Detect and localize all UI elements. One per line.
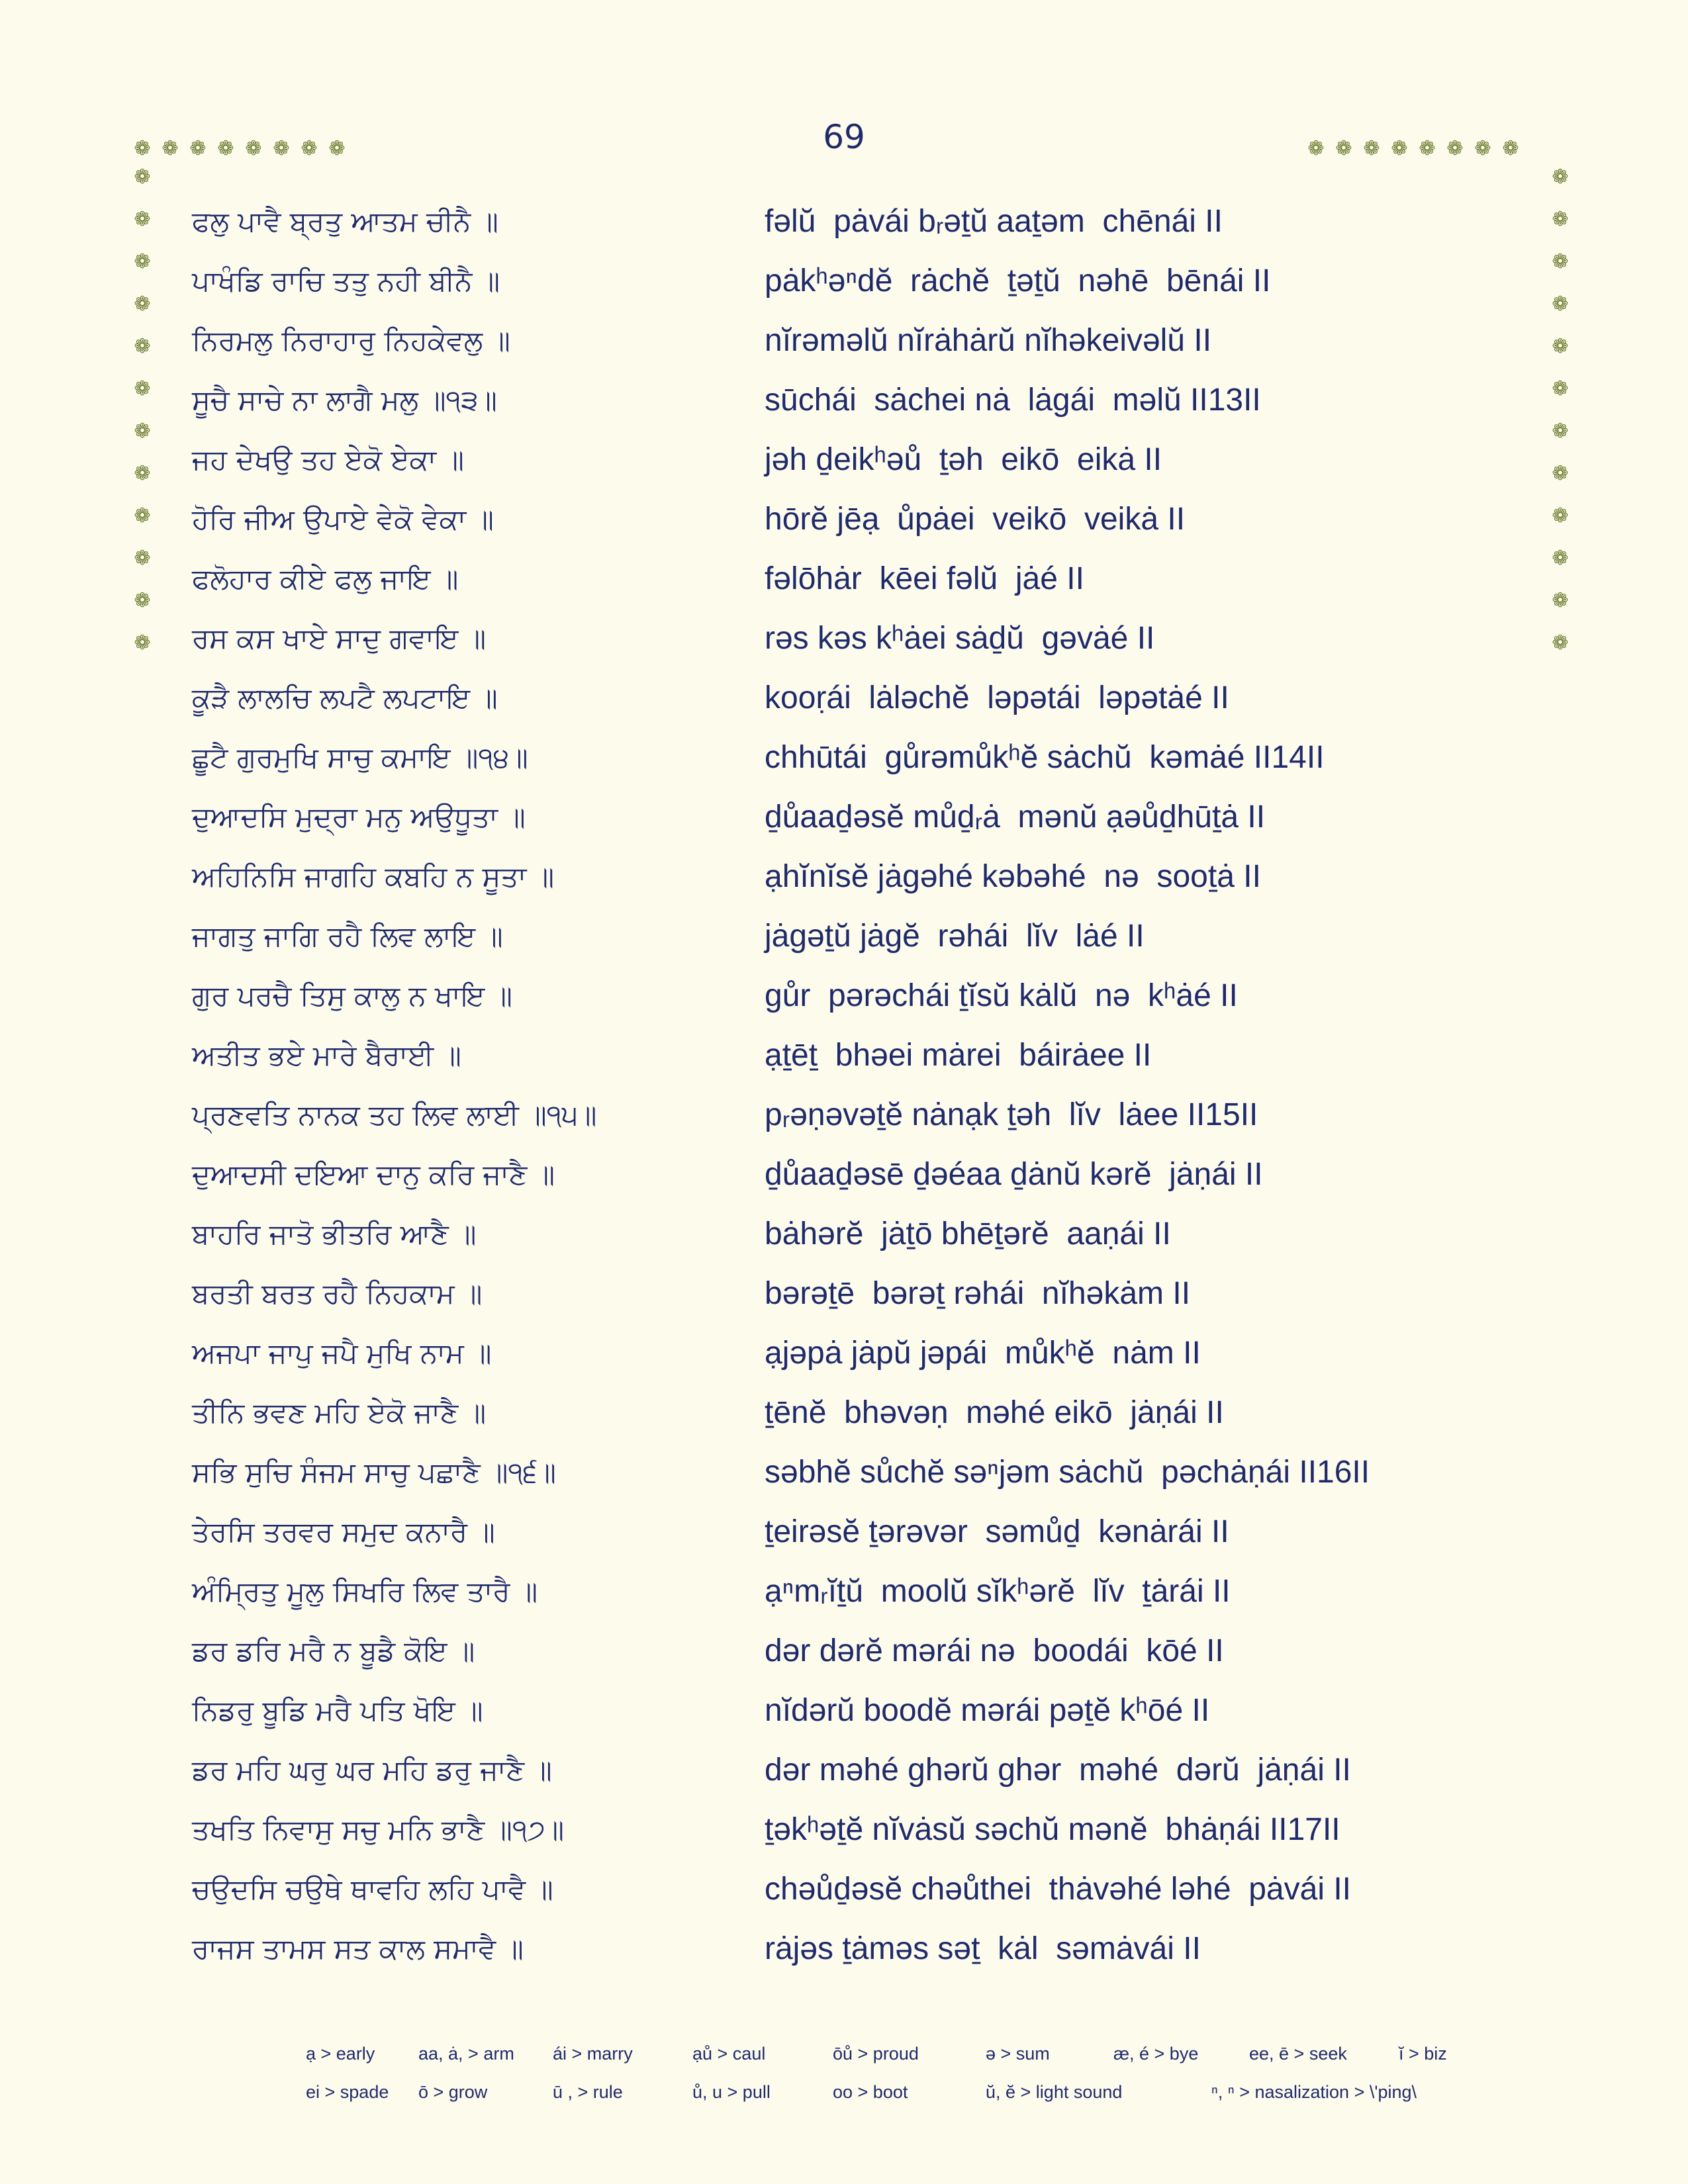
- flower-icon: ❁: [134, 462, 151, 485]
- gurmukhi-text: ਜਾਗਤੁ ਜਾਗਿ ਰਹੈ ਲਿਵ ਲਾਇ ॥: [192, 920, 503, 952]
- flower-icon: ❁: [162, 137, 179, 160]
- flower-icon: ❁: [134, 335, 151, 358]
- flower-icon: ❁: [1552, 250, 1569, 273]
- legend-item: ạ > early: [306, 2044, 375, 2064]
- verse-line: [0, 251, 1688, 311]
- legend-item: ōů > proud: [833, 2044, 919, 2064]
- verse-line: [0, 966, 1688, 1026]
- verse-line: [0, 1800, 1688, 1860]
- verse-line: [0, 1562, 1688, 1621]
- legend-item: oo > boot: [833, 2082, 908, 2102]
- flower-icon: ❁: [134, 137, 151, 160]
- gurmukhi-text: ਦੁਆਦਸੀ ਦਇਆ ਦਾਨੁ ਕਰਿ ਜਾਣੈ ॥: [192, 1158, 555, 1191]
- legend-item: ⁿ, ⁿ > nasalization > \'ping\: [1211, 2082, 1417, 2102]
- flower-icon: ❁: [1391, 137, 1408, 160]
- legend-item: ə > sum: [986, 2044, 1050, 2064]
- gurmukhi-text: ਅਤੀਤ ਭਏ ਮਾਰੇ ਬੈਰਾਈ ॥: [192, 1039, 461, 1071]
- verse-line: [0, 1919, 1688, 1979]
- transliteration-text: rəs kəs kʰȧei sȧḏŭ gəvȧé II: [765, 621, 1155, 656]
- transliteration-text: fəlŭ pȧvái bᵣəṯŭ aaṯəm chēnái II: [765, 204, 1223, 239]
- transliteration-text: ḏůaaḏəsē ḏəéaa ḏȧnŭ kərĕ jȧṇái II: [765, 1157, 1263, 1192]
- gurmukhi-text: ਰਸ ਕਸ ਖਾਏ ਸਾਦੁ ਗਵਾਇ ॥: [192, 622, 487, 655]
- transliteration-text: ạⁿmᵣĭṯŭ moolŭ sĭkʰərĕ lĭv ṯȧrái II: [765, 1574, 1231, 1609]
- flower-icon: ❁: [1552, 335, 1569, 358]
- flower-icon: ❁: [245, 137, 262, 160]
- legend-item: ĭ > biz: [1399, 2044, 1447, 2064]
- transliteration-text: rȧjəs ṯȧməs səṯ kȧl səmȧvái II: [765, 1931, 1201, 1966]
- gurmukhi-text: ਅਜਪਾ ਜਾਪੁ ਜਪੈ ਮੁਖਿ ਨਾਮ ॥: [192, 1337, 492, 1369]
- transliteration-text: ṯeirəsĕ ṯərəvər səmůḏ kənȧrái II: [765, 1514, 1229, 1549]
- flower-icon: ❁: [134, 504, 151, 527]
- verse-line: [0, 1085, 1688, 1145]
- transliteration-text: chəůḏəsĕ chəůthei thȧvəhé ləhé pȧvái II: [765, 1872, 1351, 1907]
- flower-icon: ❁: [134, 377, 151, 400]
- flower-icon: ❁: [134, 250, 151, 273]
- gurmukhi-text: ਗੁਰ ਪਰਚੈ ਤਿਸੁ ਕਾਲੁ ਨ ਖਾਇ ॥: [192, 979, 512, 1012]
- flower-icon: ❁: [1552, 504, 1569, 527]
- flower-icon: ❁: [1335, 137, 1352, 160]
- verse-line: [0, 430, 1688, 490]
- gurmukhi-text: ਫਲੁ ਪਾਵੈ ਬ੍ਰਤੁ ਆਤਮ ਚੀਨੈ ॥: [192, 205, 498, 238]
- flower-icon: ❁: [1552, 462, 1569, 485]
- flower-icon: ❁: [134, 547, 151, 570]
- legend-item: ů, u > pull: [692, 2082, 771, 2102]
- gurmukhi-text: ਤੇਰਸਿ ਤਰਵਰ ਸਮੁਦ ਕਨਾਰੈ ॥: [192, 1516, 495, 1548]
- transliteration-text: jəh ḏeikʰəů ṯəh eikō eikȧ II: [765, 442, 1162, 477]
- gurmukhi-text: ਦੁਆਦਸਿ ਮੁਦ੍ਰਾ ਮਨੁ ਅਉਧੂਤਾ ॥: [192, 801, 526, 833]
- gurmukhi-text: ਬਾਹਰਿ ਜਾਤੋ ਭੀਤਰਿ ਆਣੈ ॥: [192, 1218, 477, 1250]
- transliteration-text: ạjəpȧ jȧpŭ jəpái můkʰĕ nȧm II: [765, 1336, 1201, 1371]
- transliteration-text: hōrĕ jēạ ůpȧei veikō veikȧ II: [765, 502, 1186, 537]
- verse-line: [0, 490, 1688, 549]
- gurmukhi-text: ਚਉਦਸਿ ਚਉਥੇ ਥਾਵਹਿ ਲਹਿ ਪਾਵੈ ॥: [192, 1873, 553, 1905]
- flower-icon: ❁: [134, 420, 151, 443]
- transliteration-text: pȧkʰəⁿdĕ rȧchĕ ṯəṯŭ nəhē bēnái II: [765, 263, 1271, 298]
- flower-icon: ❁: [1552, 165, 1569, 189]
- verse-line: [0, 1205, 1688, 1264]
- flower-icon: ❁: [1419, 137, 1436, 160]
- flower-icon: ❁: [1446, 137, 1464, 160]
- transliteration-text: kooṛái lȧləchĕ ləpətái ləpətȧé II: [765, 680, 1229, 715]
- flower-icon: ❁: [134, 165, 151, 189]
- page-number: 69: [823, 118, 865, 156]
- transliteration-text: ṯēnĕ bhəvəṇ məhé eikō jȧṇái II: [765, 1395, 1224, 1430]
- gurmukhi-text: ਜਹ ਦੇਖਉ ਤਹ ਏਕੋ ਏਕਾ ॥: [192, 443, 464, 476]
- verse-line: [0, 1621, 1688, 1681]
- verse-line: [0, 192, 1688, 251]
- transliteration-text: dər məhé ghərŭ ghər məhé dərŭ jȧṇái II: [765, 1752, 1351, 1788]
- flower-icon: ❁: [1552, 631, 1569, 655]
- transliteration-text: gůr pərəchái ṯĭsŭ kȧlŭ nə kʰȧé II: [765, 978, 1238, 1013]
- transliteration-text: pᵣəṇəvəṯĕ nȧnạk ṯəh lĭv lȧee II15II: [765, 1097, 1258, 1132]
- flower-icon: ❁: [134, 631, 151, 655]
- gurmukhi-text: ਰਾਜਸ ਤਾਮਸ ਸਤ ਕਾਲ ਸਮਾਵੈ ॥: [192, 1933, 524, 1965]
- transliteration-text: ḏůaaḏəsĕ můḏᵣȧ mənŭ ạəůḏhūṯȧ II: [765, 799, 1266, 835]
- verse-line: [0, 1026, 1688, 1085]
- flower-icon: ❁: [1307, 137, 1325, 160]
- gurmukhi-text: ਨਿਡਰੁ ਬੂਡਿ ਮਰੈ ਪਤਿ ਖੋਇ ॥: [192, 1694, 483, 1727]
- gurmukhi-text: ਸਭਿ ਸੁਚਿ ਸੰਜਮ ਸਾਚੁ ਪਛਾਣੈ ॥੧੬॥: [192, 1456, 556, 1488]
- legend-item: æ, é > bye: [1113, 2044, 1199, 2064]
- transliteration-text: sūchái sȧchei nȧ lȧgái məlŭ II13II: [765, 383, 1261, 418]
- gurmukhi-text: ਫਲੋਹਾਰ ਕੀਏ ਫਲੁ ਜਾਇ ॥: [192, 563, 459, 595]
- transliteration-text: ạṯēṯ bhəei mȧrei báirȧee II: [765, 1038, 1152, 1073]
- transliteration-text: ạhĭnĭsĕ jȧgəhé kəbəhé nə sooṯȧ II: [765, 859, 1261, 894]
- verse-line: [0, 907, 1688, 966]
- flower-icon: ❁: [1552, 293, 1569, 316]
- gurmukhi-text: ਪ੍ਰਣਵਤਿ ਨਾਨਕ ਤਹ ਲਿਵ ਲਾਈ ॥੧੫॥: [192, 1099, 597, 1131]
- verse-line: [0, 1502, 1688, 1562]
- legend-item: ō > grow: [418, 2082, 488, 2102]
- flower-icon: ❁: [189, 137, 207, 160]
- transliteration-text: səbhĕ sůchĕ səⁿjəm sȧchŭ pəchȧṇái II16II: [765, 1455, 1370, 1490]
- flower-icon: ❁: [1363, 137, 1380, 160]
- verse-line: [0, 1145, 1688, 1205]
- flower-icon: ❁: [1552, 377, 1569, 400]
- transliteration-text: fəlōhȧr kēei fəlŭ jȧé II: [765, 561, 1084, 596]
- verse-line: [0, 371, 1688, 430]
- verse-line: [0, 1324, 1688, 1383]
- flower-icon: ❁: [134, 208, 151, 231]
- gurmukhi-text: ਤੀਨਿ ਭਵਣ ਮਹਿ ਏਕੋ ਜਾਣੈ ॥: [192, 1396, 487, 1429]
- transliteration-text: dər dərĕ mərái nə boodái kōé II: [765, 1633, 1224, 1668]
- verse-line: [0, 1741, 1688, 1800]
- gurmukhi-text: ਕੂੜੈ ਲਾਲਚਿ ਲਪਟੈ ਲਪਟਾਇ ॥: [192, 682, 498, 714]
- gurmukhi-text: ਅੰਮ੍ਰਿਤੁ ਮੂਲੁ ਸਿਖਰਿ ਲਿਵ ਤਾਰੈ ॥: [192, 1575, 538, 1608]
- flower-icon: ❁: [301, 137, 318, 160]
- legend-item: aa, ȧ, > arm: [418, 2044, 514, 2064]
- transliteration-text: bərəṯē bərəṯ rəhái nĭhəkȧm II: [765, 1276, 1191, 1311]
- gurmukhi-text: ਅਹਿਨਿਸਿ ਜਾਗਹਿ ਕਬਹਿ ਨ ਸੂਤਾ ॥: [192, 860, 555, 893]
- gurmukhi-text: ਤਖਤਿ ਨਿਵਾਸੁ ਸਚੁ ਮਨਿ ਭਾਣੈ ॥੧੭॥: [192, 1813, 565, 1846]
- flower-icon: ❁: [1552, 589, 1569, 612]
- gurmukhi-text: ਪਾਖੰਡਿ ਰਾਚਿ ਤਤੁ ਨਹੀ ਬੀਨੈ ॥: [192, 265, 500, 297]
- transliteration-text: ṯəkʰəṯĕ nĭvȧsŭ səchŭ mənĕ bhȧṇái II17II: [765, 1812, 1340, 1847]
- flower-icon: ❁: [1552, 547, 1569, 570]
- flower-icon: ❁: [217, 137, 234, 160]
- legend-item: ee, ē > seek: [1249, 2044, 1347, 2064]
- gurmukhi-text: ਨਿਰਮਲੁ ਨਿਰਾਹਾਰੁ ਨਿਹਕੇਵਲੁ ॥: [192, 324, 510, 357]
- flower-icon: ❁: [1552, 208, 1569, 231]
- transliteration-text: bȧhərĕ jȧṯō bhēṯərĕ aaṇái II: [765, 1216, 1171, 1251]
- gurmukhi-text: ਡਰ ਡਰਿ ਮਰੈ ਨ ਬੂਡੈ ਕੋਇ ॥: [192, 1635, 475, 1667]
- transliteration-text: jȧgəṯŭ jȧgĕ rəhái lĭv lȧé II: [765, 919, 1145, 954]
- flower-icon: ❁: [134, 589, 151, 612]
- verse-line: [0, 1264, 1688, 1324]
- gurmukhi-text: ਹੋਰਿ ਜੀਅ ਉਪਾਏ ਵੇਕੋ ਵੇਕਾ ॥: [192, 503, 494, 535]
- verse-line: [0, 609, 1688, 668]
- gurmukhi-text: ਡਰ ਮਹਿ ਘਰੁ ਘਰ ਮਹਿ ਡਰੁ ਜਾਣੈ ॥: [192, 1754, 552, 1786]
- gurmukhi-text: ਸੂਚੈ ਸਾਚੇ ਨਾ ਲਾਗੈ ਮਲੁ ॥੧੩॥: [192, 384, 497, 416]
- transliteration-text: nĭdərŭ boodĕ mərái pəṯĕ kʰōé II: [765, 1693, 1210, 1728]
- transliteration-text: nĭrəməlŭ nĭrȧhȧrŭ nĭhəkeivəlŭ II: [765, 323, 1212, 358]
- verse-line: [0, 728, 1688, 788]
- flower-icon: ❁: [1502, 137, 1519, 160]
- verse-line: [0, 1860, 1688, 1919]
- verse-line: [0, 1443, 1688, 1502]
- verse-line: [0, 788, 1688, 847]
- transliteration-text: chhūtái gůrəmůkʰĕ sȧchŭ kəmȧé II14II: [765, 740, 1325, 775]
- legend-item: ŭ, ĕ > light sound: [986, 2082, 1123, 2102]
- verse-line: [0, 549, 1688, 612]
- gurmukhi-text: ਛੂਟੈ ਗੁਰਮੁਖਿ ਸਾਚੁ ਕਮਾਇ ॥੧੪॥: [192, 741, 528, 774]
- legend-item: ạů > caul: [692, 2044, 766, 2064]
- legend-item: ū , > rule: [553, 2082, 623, 2102]
- legend-item: ei > spade: [306, 2082, 389, 2102]
- flower-icon: ❁: [134, 293, 151, 316]
- gurmukhi-text: ਬਰਤੀ ਬਰਤ ਰਹੈ ਨਿਹਕਾਮ ॥: [192, 1277, 483, 1310]
- flower-icon: ❁: [328, 137, 346, 160]
- verse-line: [0, 1383, 1688, 1443]
- verse-line: [0, 847, 1688, 907]
- verse-line: [0, 668, 1688, 728]
- flower-icon: ❁: [1552, 420, 1569, 443]
- flower-icon: ❁: [273, 137, 290, 160]
- flower-icon: ❁: [1474, 137, 1491, 160]
- verse-line: [0, 311, 1688, 371]
- legend-item: ái > marry: [553, 2044, 633, 2064]
- verse-line: [0, 1681, 1688, 1741]
